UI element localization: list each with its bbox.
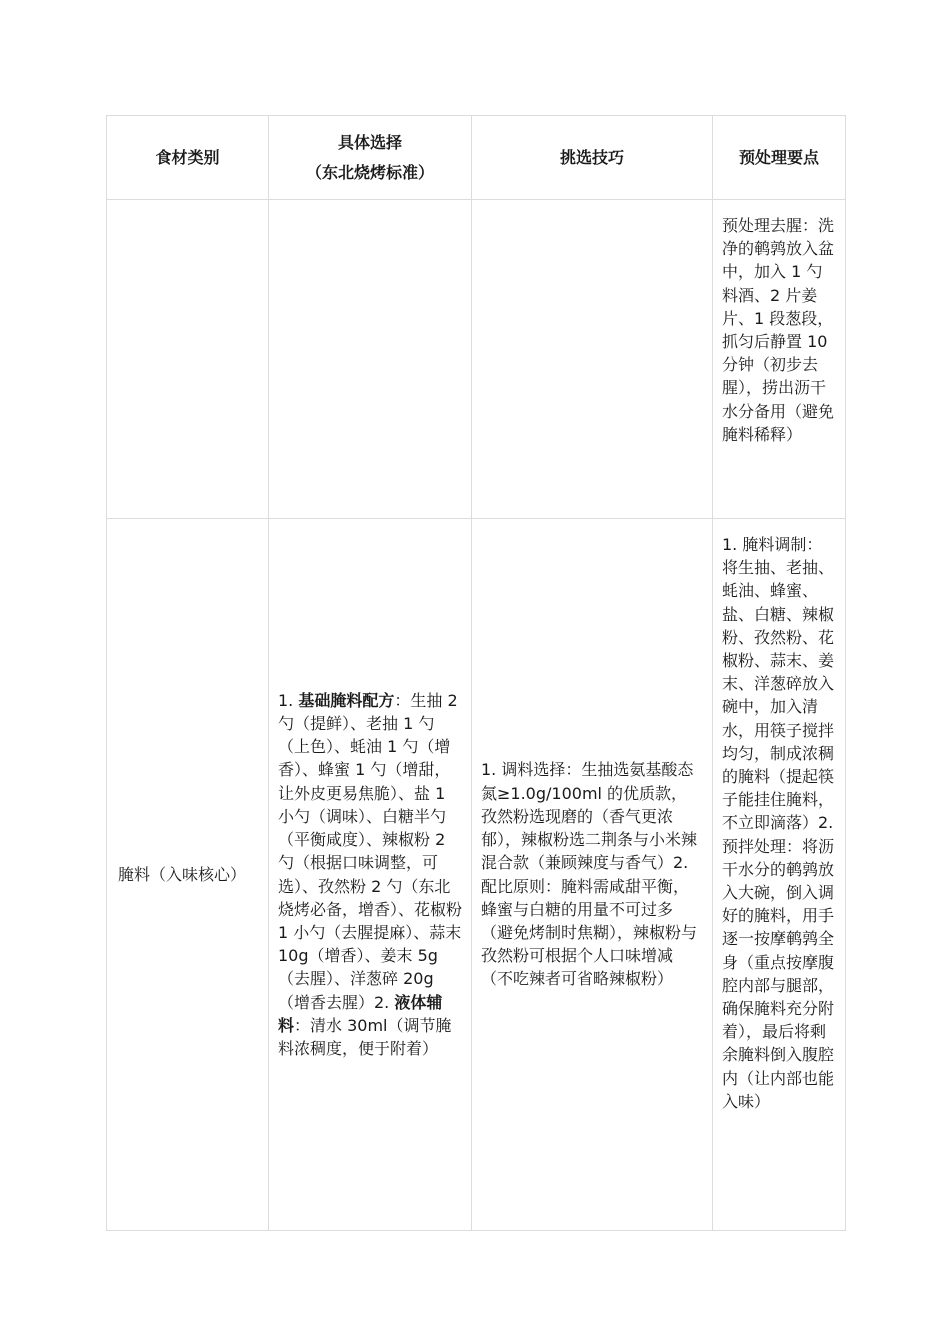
cell-category: 腌料（入味核心） [107, 519, 269, 1231]
header-prep-text: 预处理要点 [738, 147, 819, 167]
cell-category [107, 200, 269, 519]
cell-prep: 预处理去腥：洗净的鹌鹑放入盆中，加入 1 勺料酒、2 片姜片、1 段葱段，抓匀后静置 10 分钟（初步去腥），捞出沥干水分备用（避免腌料稀释） [713, 200, 846, 519]
cell-choice [269, 519, 472, 1231]
header-choice-line1: 具体选择 [337, 132, 402, 152]
table-row [107, 200, 846, 519]
choice-bold-heading: 基础腌料配方 [298, 690, 395, 710]
table-header-row [107, 116, 846, 200]
header-tips-text: 挑选技巧 [559, 147, 624, 167]
ingredient-table [106, 115, 846, 1231]
cell-choice [269, 200, 472, 519]
header-prep [713, 116, 846, 200]
header-category [107, 116, 269, 200]
choice-text: ：生抽 2 勺（提鲜）、老抽 1 勺（上色）、蚝油 1 勺（增香）、蜂蜜 1 勺（增甜，让外皮更易焦脆）、盐 1 小勺（调味）、白糖半勺（平衡咸度）、辣椒粉 2 勺（根据口味调整，可选）、孜然粉 2 勺（东北烧烤必备，增香）、花椒粉 1 小勺（去腥提麻）、蒜末 10g（增香）、姜末 5g（去腥）、洋葱碎 20g（增香去腥）2. [278, 690, 463, 1012]
choice-text: ：清水 30ml（调节腌料浓稠度，便于附着） [278, 1015, 452, 1058]
choice-bold-heading: 液体辅料 [278, 992, 443, 1035]
header-category-text: 食材类别 [155, 147, 220, 167]
header-choice [269, 116, 472, 200]
header-tips [472, 116, 713, 200]
header-choice-line2: （东北烧烤标准） [305, 162, 434, 182]
cell-tips [472, 200, 713, 519]
cell-prep: 1. 腌料调制：将生抽、老抽、蚝油、蜂蜜、盐、白糖、辣椒粉、孜然粉、花椒粉、蒜末、姜末、洋葱碎放入碗中，加入清水，用筷子搅拌均匀，制成浓稠的腌料（提起筷子能挂住腌料，不立即滴落）2. 预拌处理：将沥干水分的鹌鹑放入大碗，倒入调好的腌料，用手逐一按摩鹌鹑全身（重点按摩腹腔内部与腿部，确保腌料充分附着），最后将剩余腌料倒入腹腔内（让内部也能入味） [713, 519, 846, 1231]
choice-prefix: 1. [278, 690, 299, 710]
table-row [107, 519, 846, 1231]
cell-tips: 1. 调料选择：生抽选氨基酸态氮≥1.0g/100ml 的优质款，孜然粉选现磨的（香气更浓郁），辣椒粉选二荆条与小米辣混合款（兼顾辣度与香气）2. 配比原则：腌料需咸甜平衡，蜂蜜与白糖的用量不可过多（避免烤制时焦糊），辣椒粉与孜然粉可根据个人口味增减（不吃辣者可省略辣椒粉） [472, 519, 713, 1231]
